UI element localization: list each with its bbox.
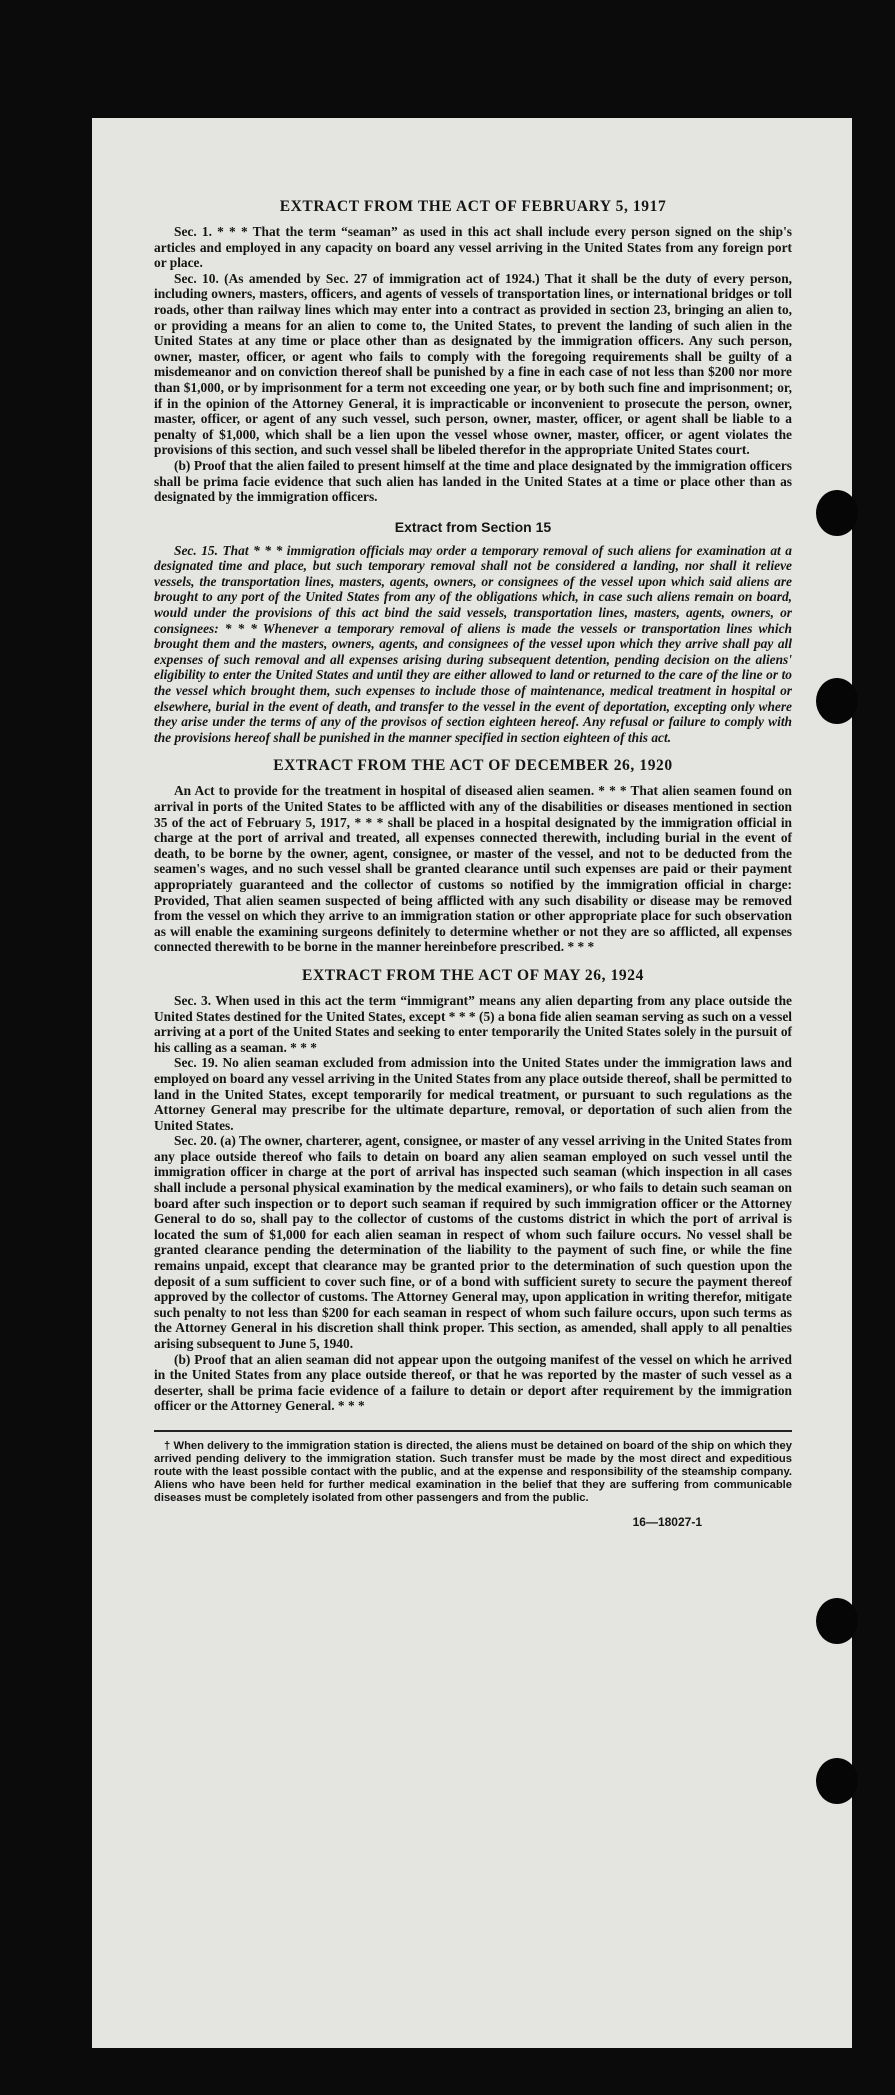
- punch-hole: [816, 678, 858, 724]
- punch-hole: [816, 1758, 858, 1804]
- section-15-text: Sec. 15. That * * * immigration officials may order a temporary removal of such aliens for examination at a designated time and place, but such temporary removal shall not be considered a landing, nor shall it relieve vessels, the transportation lines, masters, agents, owners, or consignees of the vessel upon which said aliens are brought to any port of the United States from any of the obligations which, in case such aliens remain on board, would under the provisions of this act bind the said vessels, transportation lines, masters, agents, owners, or consignees: * * * Whenever a temporary removal of aliens is made the vessels or transportation lines which brought them and the masters, owners, agents, and consignees of the vessel upon which they arrive shall pay all expenses of such removal and all expenses arising during subsequent detention, pending decision on the aliens' eligibility to enter the United States and until they are either allowed to land or returned to the care of the line or to the vessel which brought them, such expenses to include those of maintenance, medical treatment in hospital or elsewhere, burial in the event of death, and transfer to the vessel in the event of deportation, excepting only where they arise under the terms of any of the provisos of section eighteen hereof. Any refusal or failure to comply with the provisions hereof shall be punished in the manner specified in section eighteen of this act.: [154, 542, 792, 745]
- footnote-text: † When delivery to the immigration station is directed, the aliens must be detained on board of the ship on which they arrived pending delivery to the immigration station. Such transfer must be made by the most direct and expeditious route with the least possible contact with the public, and at the expense and responsibility of the steamship company. Aliens who have been held for further medical examination in the belief that they are suffering from communicable diseases must be completely isolated from other passengers and from the public.: [154, 1439, 792, 1504]
- heading-act-1920: EXTRACT FROM THE ACT OF DECEMBER 26, 1920: [273, 757, 673, 775]
- section-3-text: Sec. 3. When used in this act the term “immigrant” means any alien departing from any place outside the United States destined for the United States, except * * * (5) a bona fide alien seaman serving as such on a vessel arriving at a port of the United States and seeking to enter temporarily the United States solely in the pursuit of his calling as a seaman. * * *: [154, 992, 792, 1055]
- act-1920-text: An Act to provide for the treatment in hospital of diseased alien seamen. * * * That alien seamen found on arrival in ports of the United States to be afflicted with any of the disabilities or diseases mentioned in section 35 of the act of February 5, 1917, * * * shall be placed in a hospital designated by the immigration official in charge at the port of arrival and treated, all expenses connected therewith, including burial in the event of death, to be borne by the owner, agent, consignee, or master of the vessel, and not to be deducted from the seamen's wages, and no such vessel shall be granted clearance until such expenses are paid or their payment appropriately guaranteed and the collector of customs so notified by the immigration official in charge: Provided, That alien seamen suspected of being afflicted with any such disability or disease may be removed from the vessel on which they arrive to an immigration station or other appropriate place for such observation as will enable the examining surgeons definitely to determine whether or not they are so afflicted, all expenses connected therewith to be borne in the manner hereinbefore prescribed. * * *: [154, 783, 792, 955]
- section-20b-text: (b) Proof that an alien seaman did not appear upon the outgoing manifest of the vessel on which he arrived in the United States from any place outside thereof, or that he was reported by the master of such vessel as a deserter, shall be prima facie evidence of a failure to detain or deport after requirement by the immigration officer or the Attorney General. * * *: [154, 1351, 792, 1414]
- punch-hole: [816, 490, 858, 536]
- heading-section-15: Extract from Section 15: [394, 518, 552, 535]
- section-20-text: Sec. 20. (a) The owner, charterer, agent, consignee, or master of any vessel arriving in the United States from any place outside thereof who fails to detain on board any alien seaman employed on such vessel until the immigration officer in charge at the port of arrival has inspected such seaman (which inspection in all cases shall include a personal physical examination by the medical examiners), or who fails to detain such seaman on board after such inspection or to deport such seaman if required by such immigration officer or the Attorney General to do so, shall pay to the collector of customs of the customs district in which the port of arrival is located the sum of $1,000 for each alien seaman in respect of whom such failure occurs. No vessel shall be granted clearance pending the determination of the liability to the payment of such fine, or while the fine remains unpaid, except that clearance may be granted prior to the determination of such question upon the deposit of a sum sufficient to cover such fine, or of a bond with sufficient surety to secure the payment thereof approved by the collector of customs. The Attorney General may, upon application in writing therefor, mitigate such penalty to not less than $200 for each seaman in respect of whom such failure occurs, upon such terms as the Attorney General in his discretion shall think proper. This section, as amended, shall apply to all penalties arising subsequent to June 5, 1940.: [154, 1133, 792, 1351]
- heading-act-1917: EXTRACT FROM THE ACT OF FEBRUARY 5, 1917: [279, 198, 667, 215]
- document-page: [92, 118, 852, 2048]
- form-number: 16—18027-1: [632, 1514, 702, 1529]
- punch-hole: [816, 1598, 858, 1644]
- heading-act-1924: EXTRACT FROM THE ACT OF MAY 26, 1924: [302, 966, 644, 984]
- footnote-divider: [154, 1430, 792, 1432]
- section-10b-text: (b) Proof that the alien failed to present himself at the time and place designated by the immigration officers shall be prima facie evidence that such alien has landed in the United States at a time or place other than as designated by the immigration officers.: [154, 457, 792, 505]
- section-19-text: Sec. 19. No alien seaman excluded from admission into the United States under the immigration laws and employed on board any vessel arriving in the United States from any place outside thereof, shall be permitted to land in the United States, except temporarily for medical treatment, or pursuant to such regulations as the Attorney General may prescribe for the ultimate departure, removal, or deportation of such alien from the United States.: [154, 1055, 792, 1133]
- section-1-text: Sec. 1. * * * That the term “seaman” as used in this act shall include every person signed on the ship's articles and employed in any capacity on board any vessel arriving in the United States from any foreign port or place.: [154, 224, 792, 271]
- section-10-text: Sec. 10. (As amended by Sec. 27 of immigration act of 1924.) That it shall be the duty of every person, including owners, masters, officers, and agents of vessels of transportation lines, or international bridges or toll roads, other than railway lines which may enter into a contract as provided in section 23, bringing an alien to, or providing a means for an alien to come to, the United States, to prevent the landing of such alien in the United States at any time or place other than as designated by the immigration officers. Any such person, owner, master, officer, or agent who fails to comply with the foregoing requirements shall be guilty of a misdemeanor and on conviction thereof shall be punished by a fine in each case of not less than $200 nor more than $1,000, or by imprisonment for a term not exceeding one year, or by both such fine and imprisonment; or, if in the opinion of the Attorney General, it is impracticable or inconvenient to prosecute the person, owner, master, officer, or agent of any such vessel, such person, owner, master, officer, or agent shall be liable to a penalty of $1,000, which shall be a lien upon the vessel whose owner, master, officer, or agent violates the provisions of this section, and such vessel shall be libeled therefor in the appropriate United States court.: [154, 270, 792, 458]
